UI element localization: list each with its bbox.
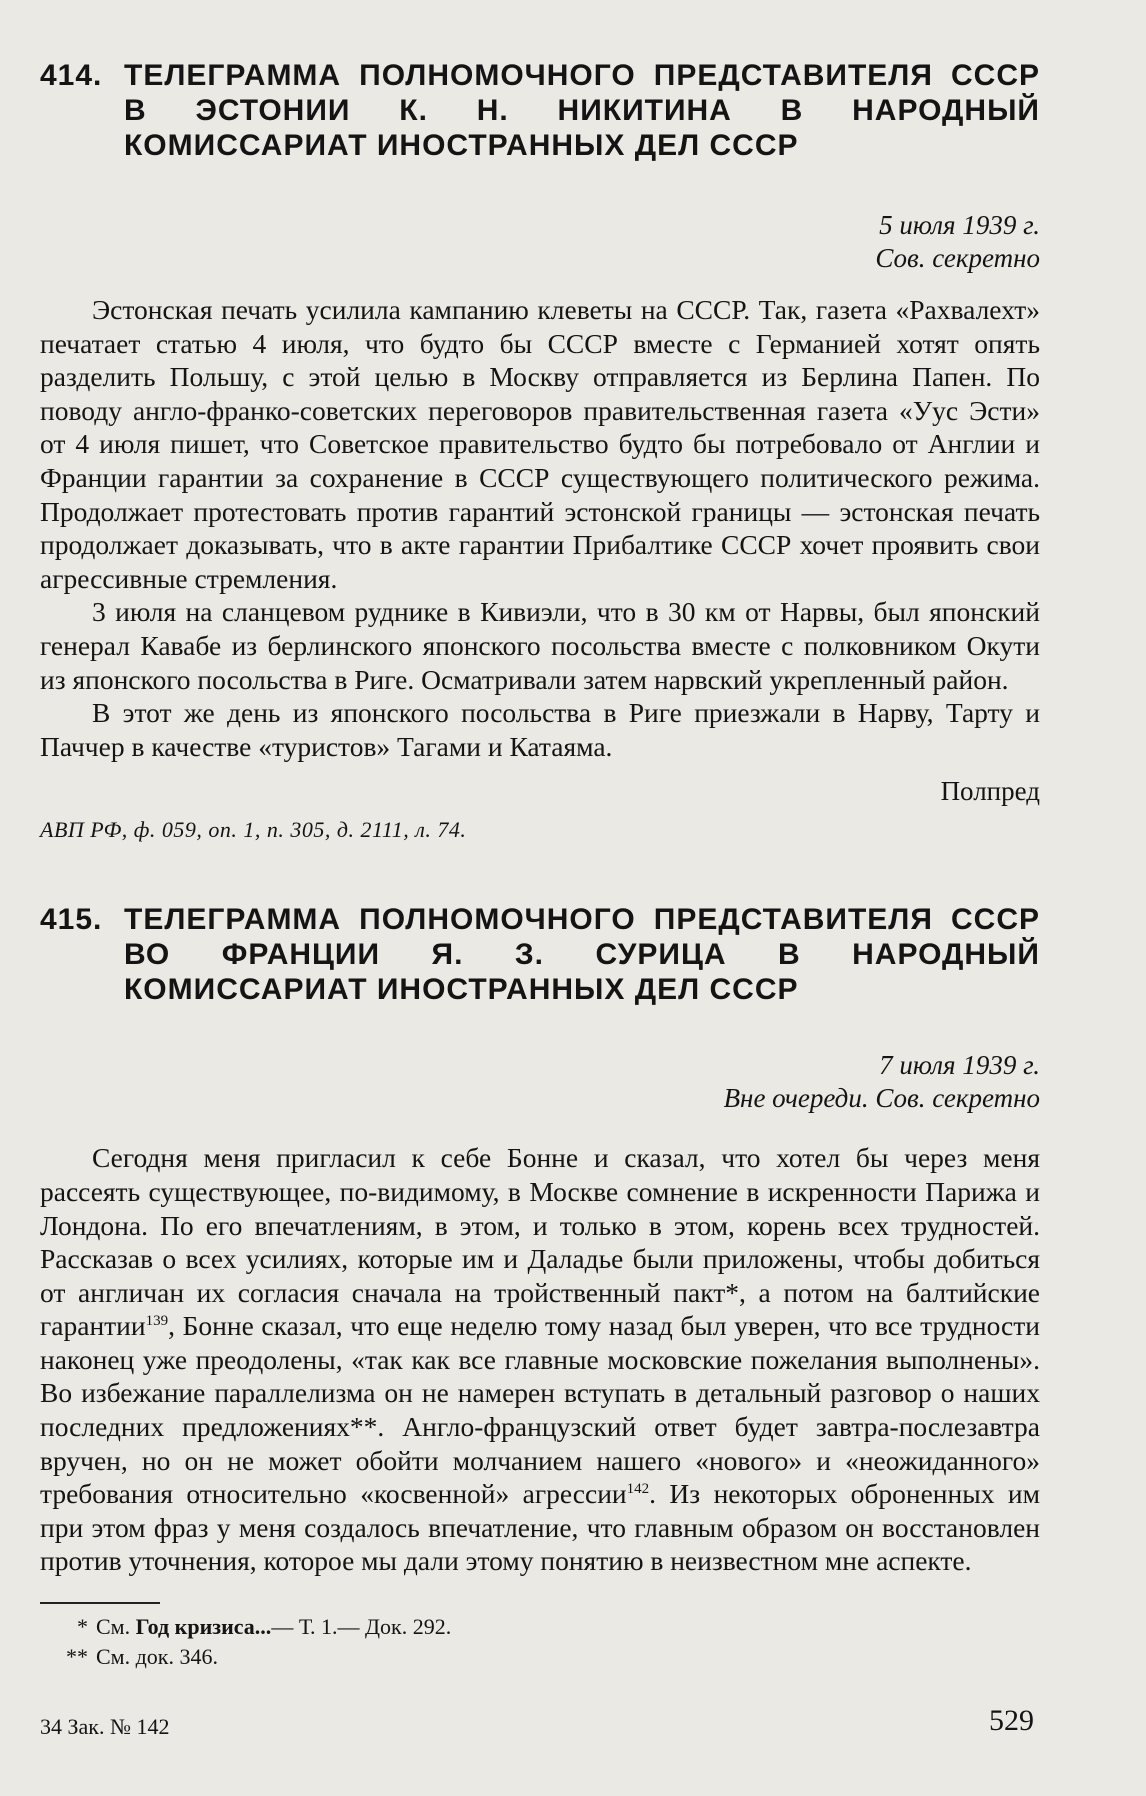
doc-415-number: 415.: [40, 903, 103, 937]
endnote-ref-142: 142: [626, 1481, 650, 1498]
footnote-2-mark: **: [66, 1644, 88, 1670]
doc-414-classification: Сов. секретно: [875, 243, 1040, 273]
doc-415-text-part-1: Сегодня меня пригласил к себе Бонне и сказал, что хотел бы через меня рассеять существующее, по-видимому, в Москве сомнение в искренности Парижа и Лондона. По его впечатлениям, в этом, и только в этом, корень всех трудностей. Рассказав о всех усилиях, которые им и Даладье были приложены, чтобы добиться от англичан их согласия сначала на тройственный пакт*, а потом на балтийские гарантии: [40, 1142, 1040, 1342]
footnote-1-prefix: См.: [96, 1614, 131, 1640]
footnote-2-text: См. док. 346.: [96, 1644, 218, 1670]
doc-415-text-part-3: . Из некоторых оброненных им при этом фраз у меня создалось впечатление, что главным образом он восстановлен против уточнения, которое мы дали этому понятию в неизвестном мне аспекте.: [40, 1478, 1040, 1577]
doc-415-text-part-2: , Бонне сказал, что еще неделю тому назад был уверен, что все трудности наконец уже преодолены, «так как все главные московские пожелания выполнены». Во избежание параллелизма он не намерен вступать в детальный разговор о наших последних предложениях**. Англо-французский ответ будет завтра-послезавтра вручен, но он не может обойти молчанием нашего «нового» и «неожиданного» требования относительно «косвенной» агрессии: [40, 1310, 1040, 1510]
footnote-2: [40, 1642, 1040, 1672]
doc-414-title: ТЕЛЕГРАММА ПОЛНОМОЧНОГО ПРЕДСТАВИТЕЛЯ СССР В ЭСТОНИИ К. Н. НИКИТИНА В НАРОДНЫЙ КОМИССАРИАТ ИНОСТРАННЫХ ДЕЛ СССР: [124, 59, 1040, 162]
doc-414-paragraph-2: 3 июля на сланцевом руднике в Кивиэли, что в 30 км от Нарвы, был японский генерал Кавабе из берлинского японского посольства вместе с полковником Окути из японского посольства в Риге. Осматривали затем нарвский укрепленный район.: [40, 596, 1040, 695]
doc-415-date: 7 июля 1939 г.: [879, 1050, 1040, 1081]
doc-415-classification: Вне очереди. Сов. секретно: [723, 1083, 1040, 1114]
doc-415-paragraph-1: [40, 1141, 1040, 1578]
doc-414-paragraph-1: Эстонская печать усилила кампанию клеветы на СССР. Так, газета «Рахвалехт» печатает статью 4 июля, что будто бы СССР вместе с Германией хотят опять разделить Польшу, с этой целью в Москву отправляется из Берлина Папен. По поводу англо-франко-советских переговоров правительственная газета «Уус Эсти» от 4 июля пишет, что Советское правительство будто бы потребовало от Англии и Франции гарантии за сохранение в СССР существующего политического режима. Продолжает протестовать против гарантий эстонской границы — эстонская печать продолжает доказывать, что в акте гарантии Прибалтике СССР хочет проявить свои агрессивные стремления.: [40, 294, 1040, 594]
footnote-1: [40, 1612, 1040, 1642]
doc-414-archive-source: АВП РФ, ф. 059, оп. 1, п. 305, д. 2111, л. 74.: [40, 817, 467, 843]
endnote-ref-139: 139: [145, 1313, 169, 1330]
doc-414-paragraph-3: В этот же день из японского посольства в Риге приезжали в Нарву, Тарту и Паччер в качестве «туристов» Тагами и Катаяма.: [40, 697, 1040, 762]
doc-414-date: 5 июля 1939 г.: [879, 210, 1040, 240]
doc-414-heading: [40, 58, 1040, 163]
footnote-1-reference: — Т. 1.— Док. 292.: [271, 1614, 452, 1640]
doc-414-signature: Полпред: [940, 776, 1040, 807]
page: [40, 58, 1040, 1672]
footnote-1-work-title: Год кризиса...: [135, 1614, 272, 1640]
footnote-1-mark: *: [77, 1614, 88, 1640]
doc-415-title: ТЕЛЕГРАММА ПОЛНОМОЧНОГО ПРЕДСТАВИТЕЛЯ СССР ВО ФРАНЦИИ Я. З. СУРИЦА В НАРОДНЫЙ КОМИССАРИАТ ИНОСТРАННЫХ ДЕЛ СССР: [124, 903, 1040, 1007]
doc-415-heading: [40, 902, 1040, 1007]
doc-414-number: 414.: [40, 59, 103, 92]
printing-signature: 34 Зак. № 142: [40, 1714, 170, 1739]
page-number: 529: [989, 1704, 1034, 1737]
